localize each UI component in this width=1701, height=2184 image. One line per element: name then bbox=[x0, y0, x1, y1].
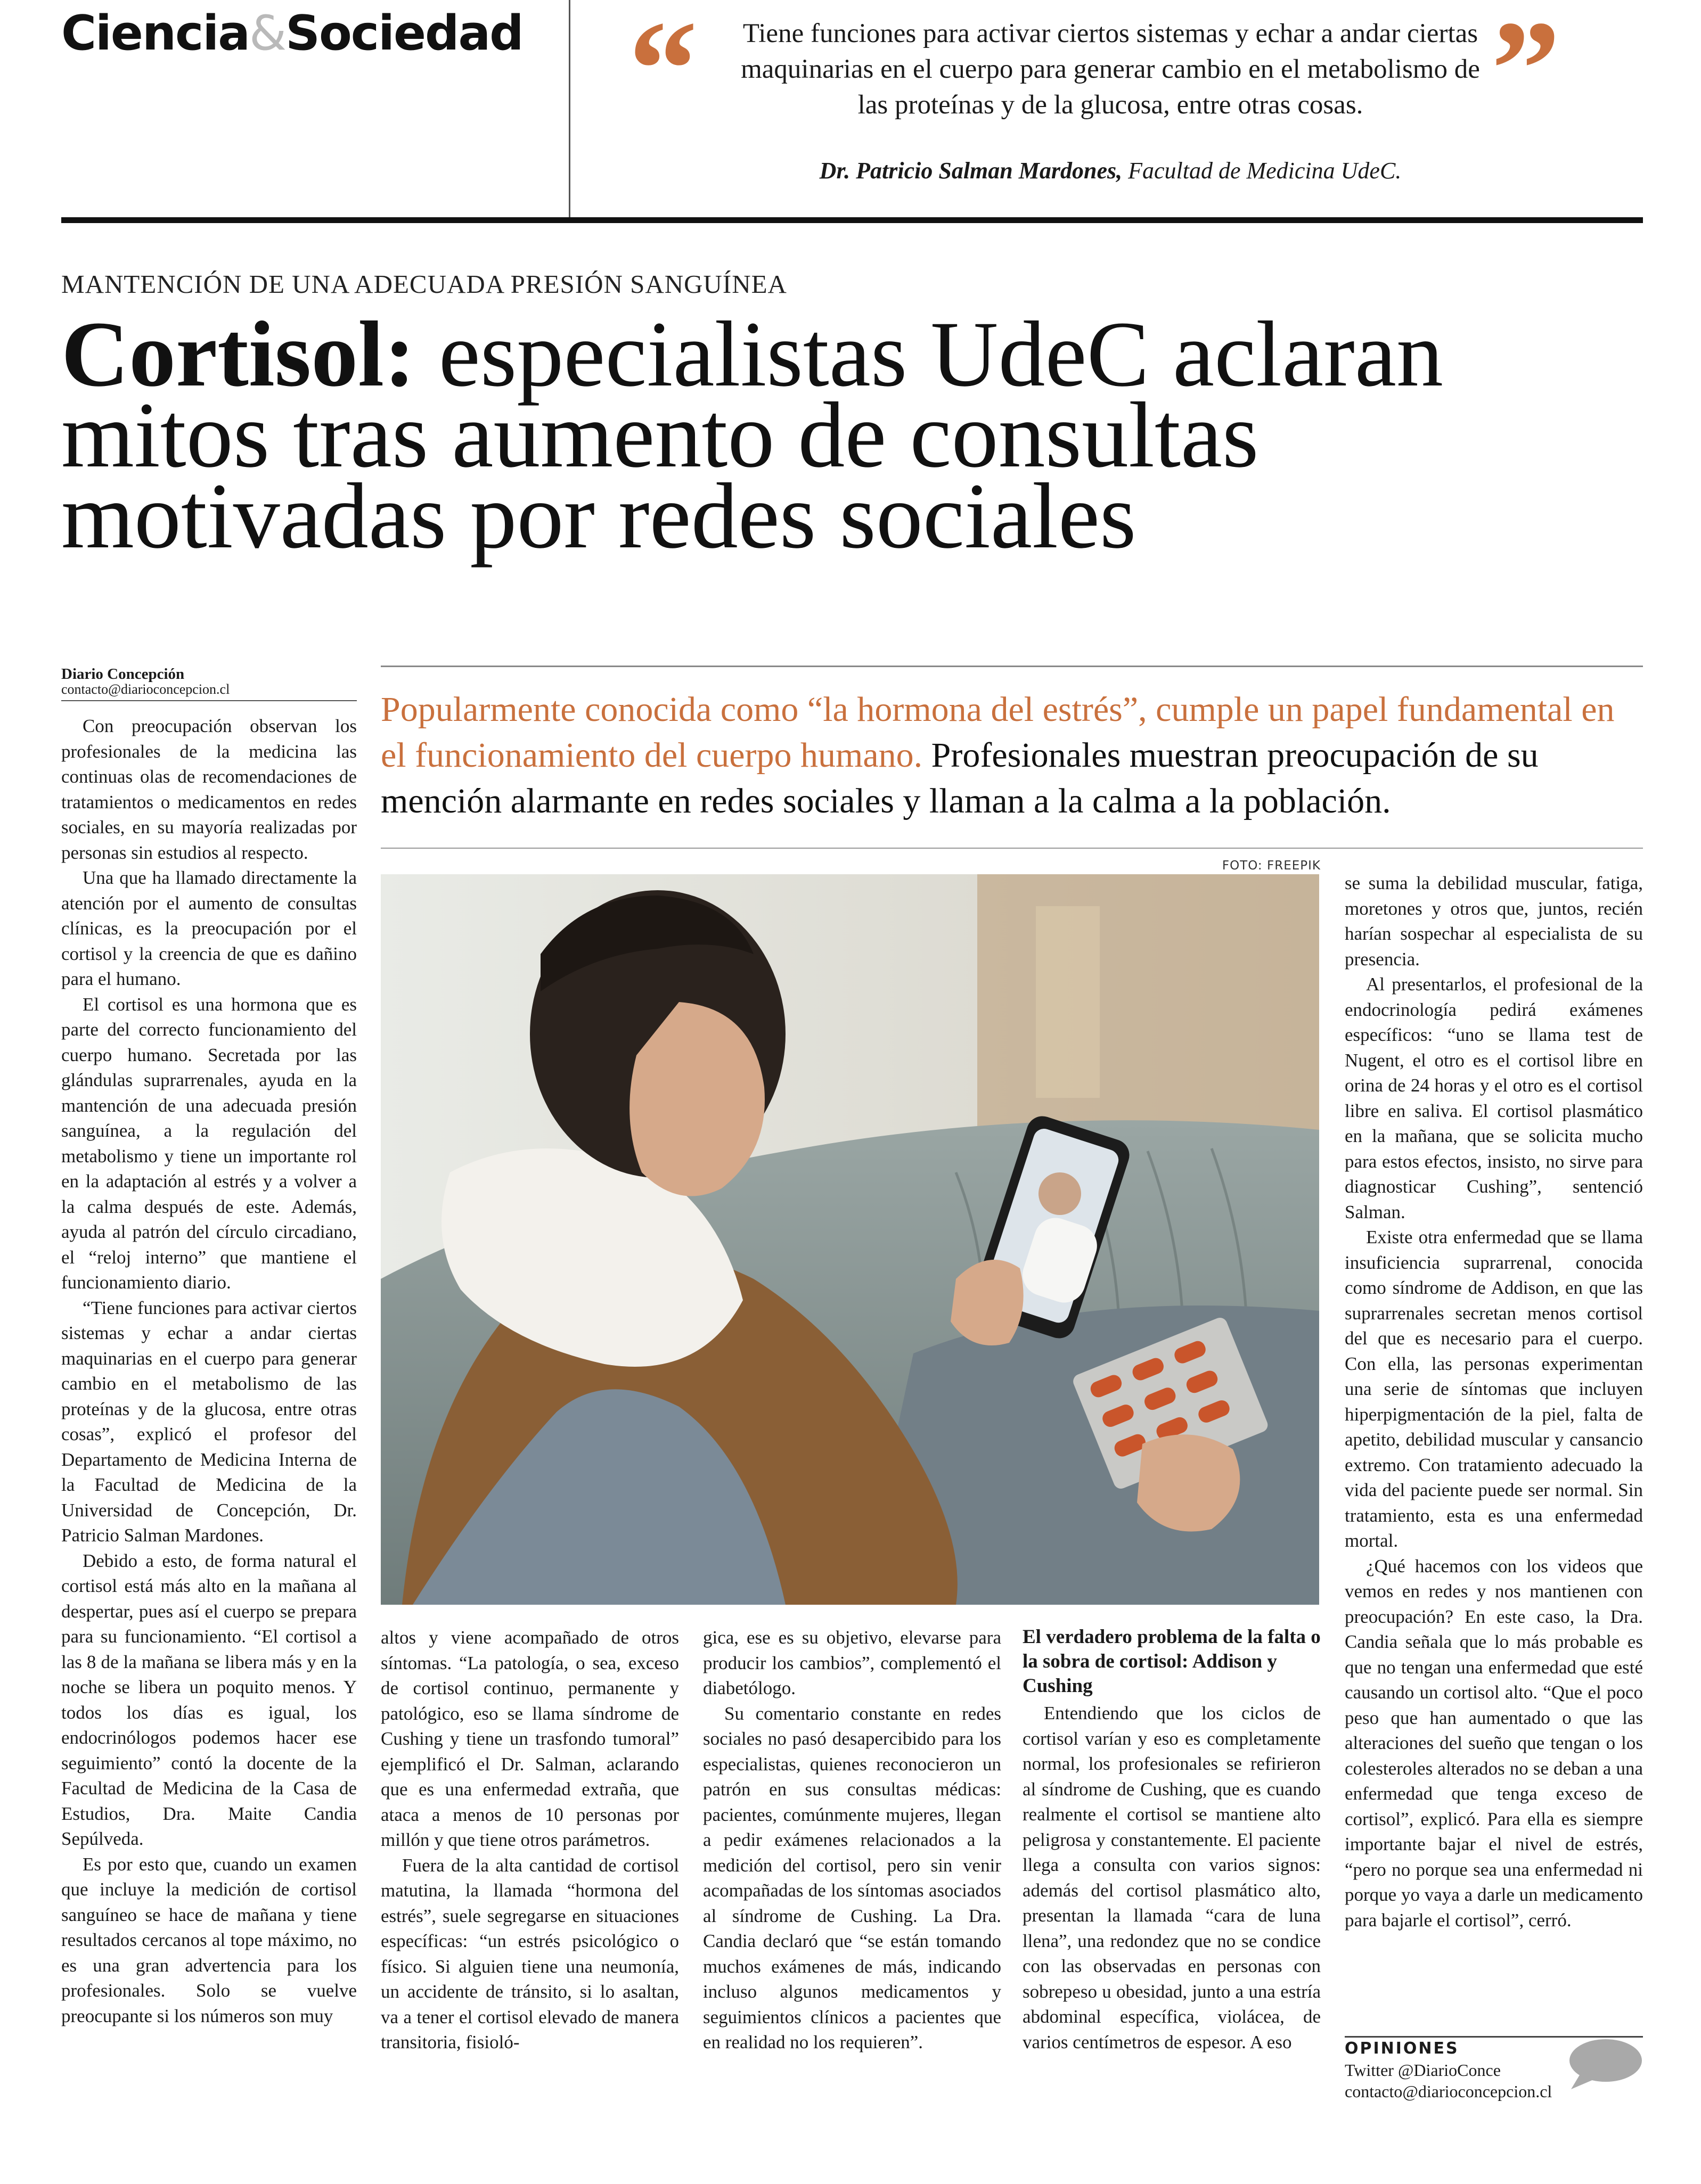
subheading: El verdadero problema de la falta o la sobra de cortisol: Addison y Cushing bbox=[1023, 1626, 1321, 1697]
byline-name: Diario Concepción bbox=[61, 666, 185, 683]
photo-credit: FOTO: FREEPIK bbox=[1222, 859, 1321, 873]
pull-quote-author-name: Dr. Patricio Salman Mardones, bbox=[819, 158, 1123, 184]
opinions-email[interactable]: contacto@diarioconcepcion.cl bbox=[1345, 2082, 1552, 2101]
close-quote-icon: ” bbox=[1491, 0, 1560, 146]
paragraph: ¿Qué hacemos con los videos que vemos en redes y nos mantienen con preocupación? En este caso, la Dra. Candia señala que lo más probable es que no tengan una enfermedad que esté causando un cortisol alto. “Que el poco peso que han aumentado o que las alteraciones del sueño que tengan o los colesteroles alterados no se deban a una enfermedad que tenga exceso de cortisol”, explicó. Para ella es siempre importante bajar el nivel de estrés, “pero no porque sea una enfermedad ni porque yo vaya a darle un medicamento para bajarle el cortisol”, cerró. bbox=[1345, 1555, 1643, 1931]
lead-paragraph bbox=[381, 687, 1648, 824]
byline-email[interactable]: contacto@diarioconcepcion.cl bbox=[61, 682, 230, 697]
paragraph: Entendiendo que los ciclos de cortisol varían y eso es completamente normal, los profesionales se refirieron al síndrome de Cushing, que es cuando realmente el cortisol se mantiene alto peligrosa y constantemente. El paciente llega a consulta con varios signos: además del cortisol plasmático alto, presentan la llamada “cara de luna llena”, una redondez que no se condice con las observadas en personas con sobrepeso u obesidad, junto a una estría abdominal específica, violácea, de varios centímetros de espesor. A eso bbox=[1023, 1703, 1321, 2052]
paragraph: Al presentarlos, el profesional de la endocrinología pedirá exámenes específicos: “uno se llama test de Nugent, el otro es el cortisol libre en orina de 24 horas y el otro es el cortisol libre en saliva. El cortisol plasmático en la mañana, que se solicita mucho para estos efectos, insisto, no sirve para diagnosticar Cushing”, sentenció Salman. bbox=[1345, 974, 1643, 1222]
photo-illustration bbox=[381, 874, 1319, 1605]
lead-top-rule bbox=[381, 666, 1643, 667]
article-column-5 bbox=[1345, 871, 1643, 1933]
paragraph: Existe otra enfermedad que se llama insuficiencia suprarrenal, conocida como síndrome de Addison, en que las suprarrenales secretan menos cortisol del que es necesario para el cuerpo. Con ella, las personas experimentan una serie de síntomas que incluyen hiperpigmentación de la piel, falta de apetito, debilidad muscular y cansancio extremo. Con tratamiento adecuado la vida del paciente puede ser normal. Sin tratamiento, esta es una enfermedad mortal. bbox=[1345, 1227, 1643, 1551]
paragraph: Su comentario constante en redes sociales no pasó desapercibido para los especialistas, quienes reconocieron un patrón en sus consultas médicas: pacientes, comúnmente mujeres, llegan a pedir exámenes relacionados a la medición del cortisol, pero sin venir acompañadas de los síntomas asociados al síndrome de Cushing. La Dra. Candia declaró que “se están tomando muchos exámenes de más, indicando incluso algunos medicamentos y seguimientos clínicos a pacientes que en realidad no los requieren”. bbox=[703, 1703, 1001, 2052]
speech-bubble-icon bbox=[1566, 2038, 1643, 2094]
opinions-title: OPINIONES bbox=[1345, 2039, 1459, 2058]
paragraph: Debido a esto, de forma natural el cortisol está más alto en la mañana al despertar, pues así el cuerpo se prepara para su funcionamiento. “El cortisol a las 8 de la mañana se libera más y en la noche se libera un poquito menos. Y todos los días es igual, los endocrinólogos podemos hacer ese seguimiento” contó la docente de la Facultad de Medicina de la Casa de Estudios, Dra. Maite Candia Sepúlveda. bbox=[61, 1550, 357, 1849]
header-divider bbox=[569, 0, 570, 218]
paragraph: Con preocupación observan los profesionales de la medicina las continuas olas de recomendaciones de tratamientos o medicamentos en redes sociales, en su mayoría realizadas por personas sin estudios al respecto. bbox=[61, 716, 357, 863]
opinions-twitter[interactable]: Twitter @DiarioConce bbox=[1345, 2060, 1501, 2080]
paragraph: “Tiene funciones para activar ciertos sistemas y echar a andar ciertas maquinarias en el cuerpo para generar cambio en el metabolismo de las proteínas y de la glucosa, entre otras cosas”, explicó el profesor del Departamento de Medicina Interna de la Facultad de Medicina de la Universidad de Concepción, Dr. Patricio Salman Mardones. bbox=[61, 1297, 357, 1546]
article-column-2 bbox=[381, 1625, 679, 2055]
lead-text: Profesionales muestran preocupación de su mención alarmante en redes sociales y llaman a la calma a la población. bbox=[381, 736, 1539, 820]
kicker: MANTENCIÓN DE UNA ADECUADA PRESIÓN SANGUÍNEA bbox=[61, 269, 787, 299]
article-column-4 bbox=[1023, 1625, 1321, 2055]
section-name-right: Sociedad bbox=[285, 5, 523, 61]
opinions-rule bbox=[1345, 2036, 1643, 2038]
headline bbox=[61, 302, 1654, 568]
byline-rule bbox=[61, 700, 357, 701]
pull-quote-author-affiliation: Facultad de Medicina UdeC. bbox=[1122, 158, 1402, 184]
section-ampersand: & bbox=[249, 5, 286, 61]
paragraph: altos y viene acompañado de otros síntomas. “La patología, o sea, exceso de cortisol continuo, permanente y patológico, eso se llama síndrome de Cushing y tiene un trasfondo tumoral” ejemplificó el Dr. Salman, aclarando que es una enfermedad extraña, que ataca a menos de 10 personas por millón y que tiene otros parámetros. bbox=[381, 1627, 679, 1850]
article-column-1 bbox=[61, 713, 357, 2029]
paragraph: gica, ese es su objetivo, elevarse para producir los cambios”, complementó el diabetólogo. bbox=[703, 1627, 1001, 1698]
paragraph: Una que ha llamado directamente la atención por el aumento de consultas clínicas, es la preocupación por el cortisol y la creencia de que es dañino para el humano. bbox=[61, 867, 357, 989]
article-column-3 bbox=[703, 1625, 1001, 2055]
section-name-left: Ciencia bbox=[61, 5, 249, 61]
headline-rest: especialistas UdeC aclaran mitos tras aumento de consultas motivadas por redes sociales bbox=[61, 302, 1443, 568]
pull-quote: Tiene funciones para activar ciertos sistemas y echar a andar ciertas maquinarias en el cuerpo para generar cambio en el metabolismo de las proteínas y de la glucosa, entre otras cosas. bbox=[741, 19, 1480, 120]
open-quote-icon: “ bbox=[628, 0, 698, 146]
lead-bottom-rule bbox=[381, 848, 1643, 849]
headline-bold: Cortisol: bbox=[61, 302, 415, 406]
section-logo bbox=[61, 5, 523, 61]
header-rule bbox=[61, 217, 1643, 223]
lead-highlight: Popularmente conocida como “la hormona del estrés”, cumple un papel fundamental en el funcionamiento del cuerpo humano. bbox=[381, 690, 1615, 775]
paragraph: Es por esto que, cuando un examen que incluye la medición de cortisol sanguíneo se hace de mañana y tiene resultados cercanos al tope máximo, no es una gran advertencia para los profesionales. Solo se vuelve preocupante si los números son muy bbox=[61, 1853, 357, 2026]
paragraph: Fuera de la alta cantidad de cortisol matutina, la llamada “hormona del estrés”, suele segregarse en situaciones específicas: “un estrés psicológico o físico. Si alguien tiene una neumonía, un accidente de tránsito, si lo asaltan, va a tener el cortisol elevado de manera transitoria, fisioló- bbox=[381, 1854, 679, 2052]
pull-quote-attribution bbox=[740, 157, 1481, 184]
article-photo bbox=[381, 874, 1319, 1605]
paragraph: se suma la debilidad muscular, fatiga, moretones y otros que, juntos, recién harían sospechar al especialista de su presencia. bbox=[1345, 873, 1643, 970]
paragraph: El cortisol es una hormona que es parte del correcto funcionamiento del cuerpo humano. Secretada por las glándulas suprarrenales, ayuda en la mantención de una adecuada presión sanguínea, a la regulación del metabolismo y tiene un importante rol en la adaptación al estrés y a volver a la calma después de este. Además, ayuda al patrón del círculo circadiano, el “reloj interno” que mantiene el funcionamiento diario. bbox=[61, 994, 357, 1293]
